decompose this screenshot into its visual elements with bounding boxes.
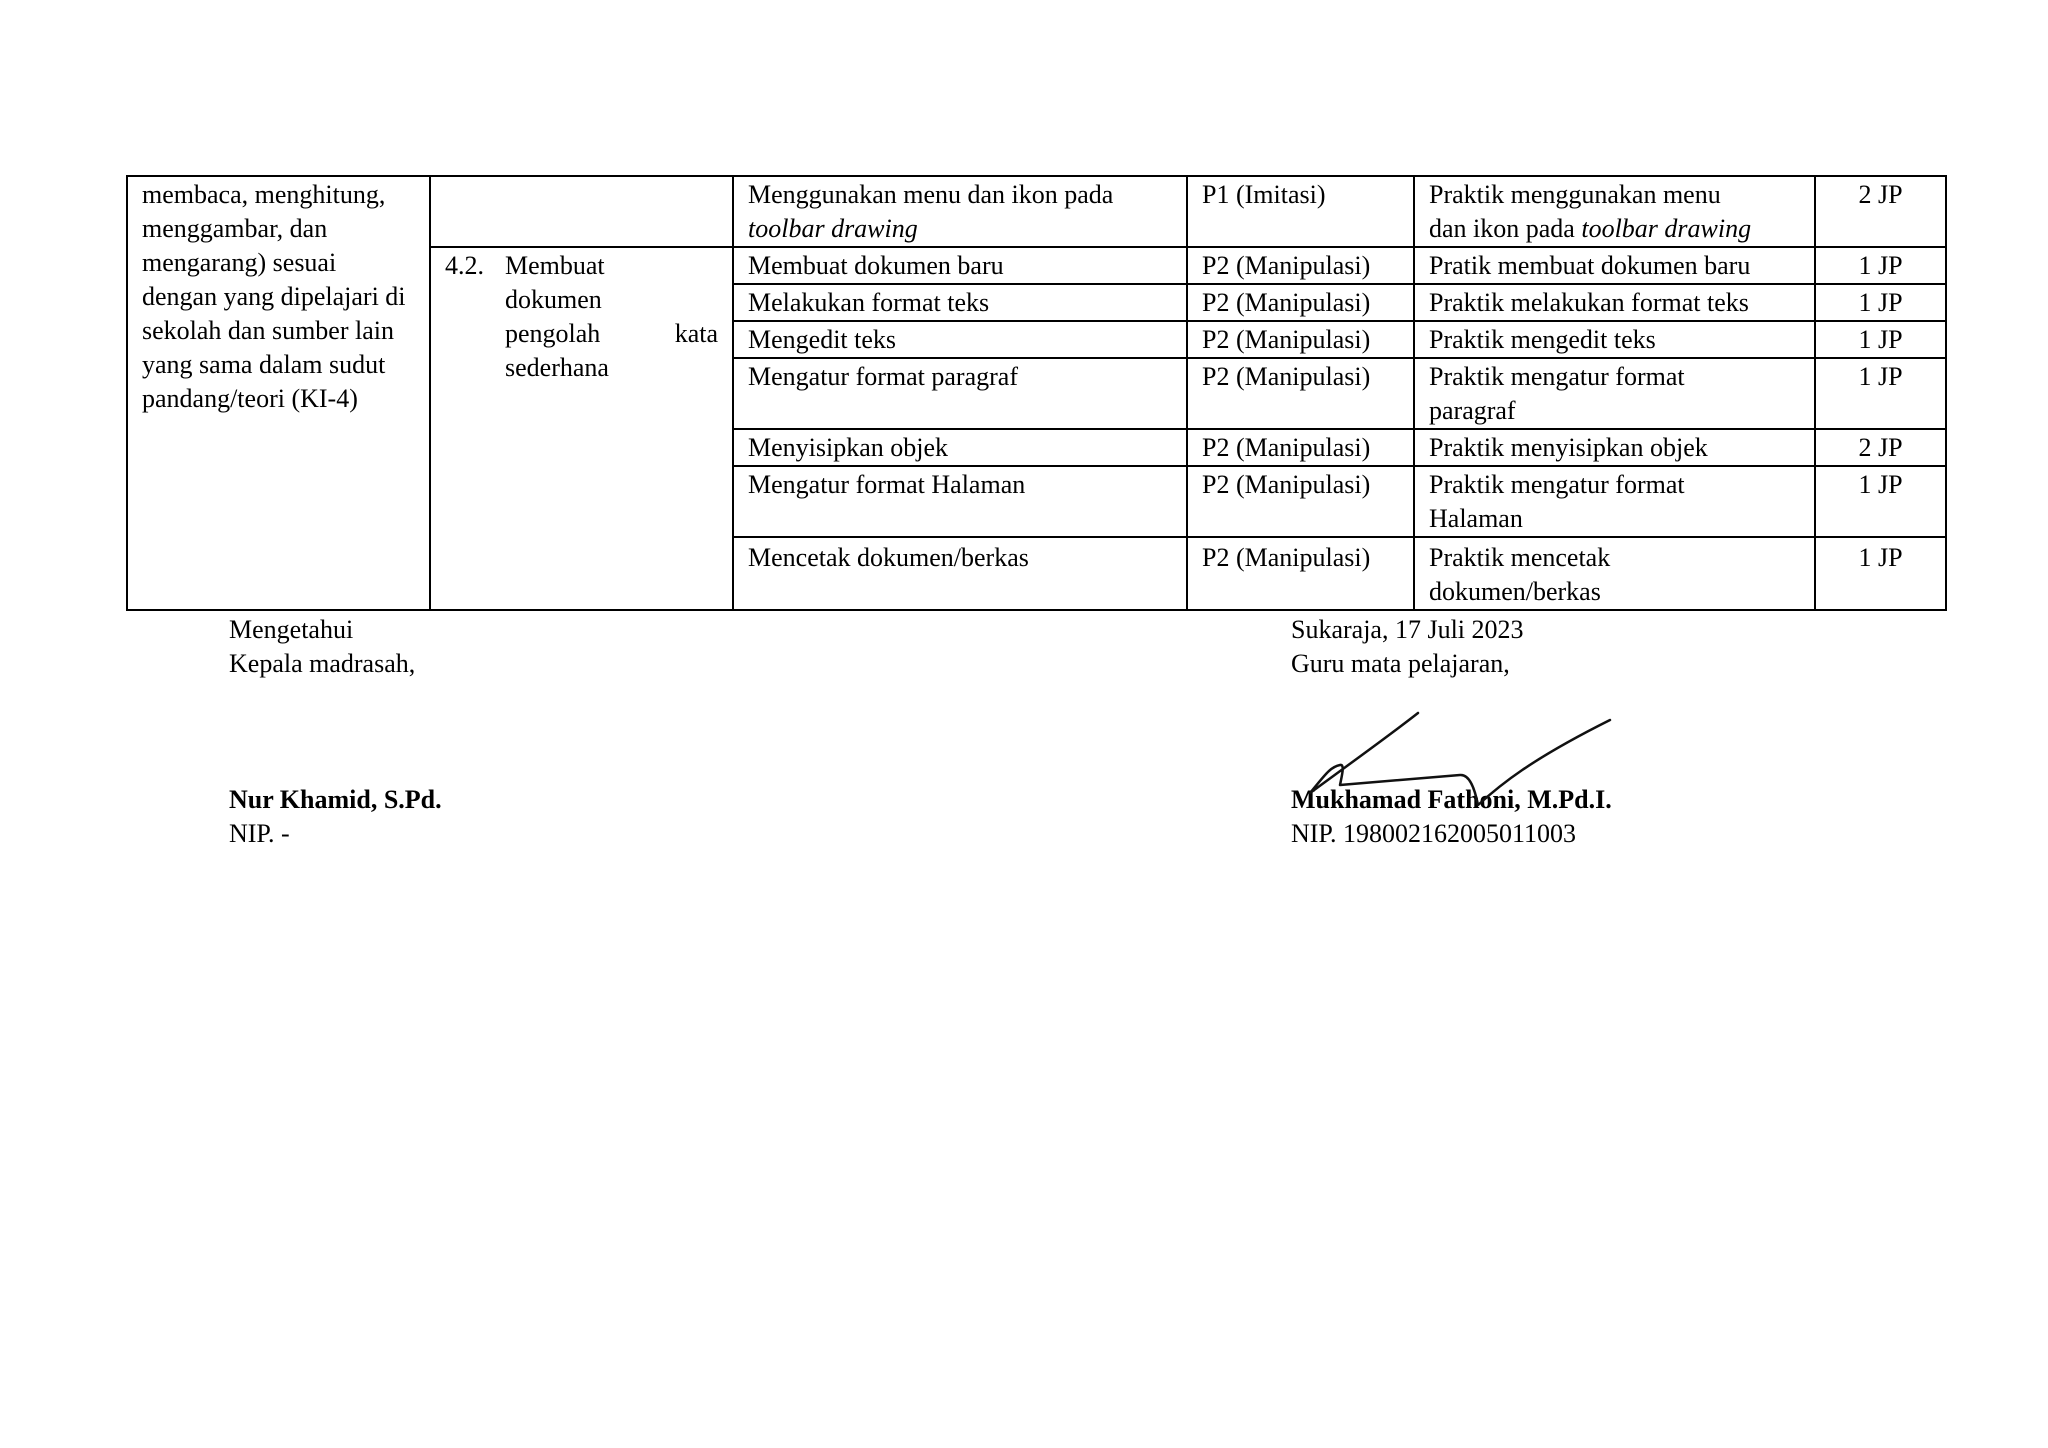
- kegiatan-cell: Pratik membuat dokumen baru: [1414, 247, 1815, 284]
- level-cell: P2 (Manipulasi): [1187, 429, 1414, 466]
- jp-cell: 1 JP: [1815, 284, 1946, 321]
- materi-text-italic: toolbar drawing: [748, 214, 918, 243]
- signer-nip: NIP. 198002162005011003: [1291, 819, 1577, 848]
- jp-cell: 2 JP: [1815, 429, 1946, 466]
- kegiatan-text: Halaman: [1429, 504, 1523, 533]
- level-cell: P2 (Manipulasi): [1187, 284, 1414, 321]
- sign-role: Guru mata pelajaran,: [1291, 649, 1510, 678]
- level-cell: P2 (Manipulasi): [1187, 247, 1414, 284]
- kd-number: 4.2.: [445, 251, 484, 280]
- level-cell: P1 (Imitasi): [1187, 176, 1414, 247]
- kegiatan-cell: Praktik mengedit teks: [1414, 321, 1815, 358]
- materi-cell: Mengedit teks: [733, 321, 1187, 358]
- jp-cell: 1 JP: [1815, 537, 1946, 610]
- kegiatan-cell: [1414, 176, 1815, 247]
- sign-place-date: Sukaraja, 17 Juli 2023: [1291, 615, 1524, 644]
- materi-cell: Mengatur format Halaman: [733, 466, 1187, 537]
- kd-text: [505, 249, 718, 385]
- signer-name: Nur Khamid, S.Pd.: [229, 785, 442, 814]
- signer-nip: NIP. -: [229, 819, 290, 848]
- kd-cell: [430, 247, 733, 610]
- kegiatan-text-italic: toolbar drawing: [1581, 214, 1752, 243]
- sign-line: Mengetahui: [229, 615, 354, 644]
- jp-cell: 2 JP: [1815, 176, 1946, 247]
- level-cell: P2 (Manipulasi): [1187, 466, 1414, 537]
- kegiatan-cell: [1414, 358, 1815, 429]
- kegiatan-text: Praktik mencetak: [1429, 543, 1611, 572]
- kegiatan-cell: Praktik menyisipkan objek: [1414, 429, 1815, 466]
- kegiatan-text: dokumen/berkas: [1429, 577, 1601, 606]
- kegiatan-cell: [1414, 466, 1815, 537]
- kegiatan-text: Praktik mengatur format: [1429, 470, 1685, 499]
- kegiatan-text: paragraf: [1429, 396, 1516, 425]
- level-cell: P2 (Manipulasi): [1187, 321, 1414, 358]
- handwritten-signature: [1300, 705, 1630, 815]
- jp-cell: 1 JP: [1815, 321, 1946, 358]
- materi-cell: Membuat dokumen baru: [733, 247, 1187, 284]
- kd-empty-cell: [430, 176, 733, 247]
- kd-line: dokumen: [505, 285, 602, 314]
- kd-line-word: pengolah: [505, 319, 601, 348]
- sign-role: Kepala madrasah,: [229, 649, 416, 678]
- kegiatan-text: Praktik mengatur format: [1429, 362, 1685, 391]
- materi-cell: Mencetak dokumen/berkas: [733, 537, 1187, 610]
- kd-line: sederhana: [505, 353, 609, 382]
- kd-line: Membuat: [505, 251, 605, 280]
- signature-block-principal: [229, 613, 442, 851]
- table-row: [127, 176, 1946, 247]
- jp-cell: 1 JP: [1815, 466, 1946, 537]
- jp-cell: 1 JP: [1815, 358, 1946, 429]
- syllabus-table: [126, 175, 1947, 611]
- ki-cell: [127, 176, 430, 610]
- signer-name: Mukhamad Fathoni, M.Pd.I.: [1291, 785, 1612, 814]
- kd-line: [505, 317, 718, 351]
- kegiatan-cell: [1414, 537, 1815, 610]
- materi-text: Menggunakan menu dan ikon pada: [748, 180, 1114, 209]
- materi-cell: [733, 176, 1187, 247]
- level-cell: P2 (Manipulasi): [1187, 358, 1414, 429]
- materi-cell: Menyisipkan objek: [733, 429, 1187, 466]
- kegiatan-text: Praktik menggunakan menu: [1429, 180, 1721, 209]
- jp-cell: 1 JP: [1815, 247, 1946, 284]
- level-cell: P2 (Manipulasi): [1187, 537, 1414, 610]
- ki-text: membaca, menghitung, menggambar, dan mengarang) sesuai dengan yang dipelajari di sekolah dan sumber lain yang sama dalam sudut pandang/teori (KI-4): [142, 180, 406, 413]
- kegiatan-text: dan ikon pada: [1429, 214, 1575, 243]
- kegiatan-cell: Praktik melakukan format teks: [1414, 284, 1815, 321]
- kd-line-word: kata: [674, 319, 718, 348]
- materi-cell: Melakukan format teks: [733, 284, 1187, 321]
- materi-cell: Mengatur format paragraf: [733, 358, 1187, 429]
